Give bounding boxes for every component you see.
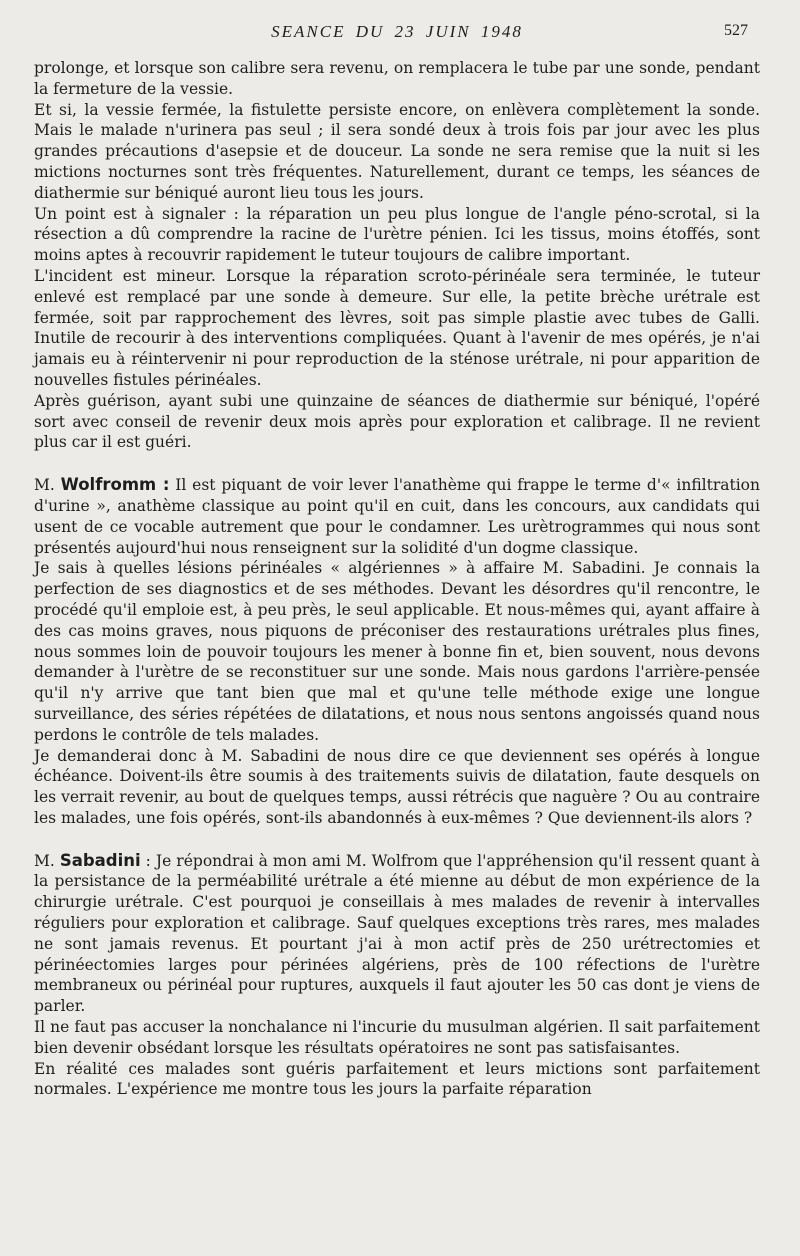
paragraph: Je demanderai donc à M. Sabadini de nous dire ce que deviennent ses opérés à longue échéance. Doivent-ils être soumis à des traitements suivis de dilatation, faute desquels on les verrait revenir, au bout de quelques temps, aussi rétrécis que naguère ? Ou au contraire les malades, une fois opérés, sont-ils abandonnés à eux-mêmes ? Que deviennent-ils alors ? [34, 746, 760, 827]
paragraph: Il ne faut pas accuser la nonchalance ni l'incurie du musulman algérien. Il sait parfaitement bien devenir obsédant lorsque les résultats opératoires ne sont pas satisfaisantes. [34, 1018, 760, 1057]
paragraph [34, 851, 760, 1017]
wolfromm-intervention [34, 475, 760, 829]
paragraph: Après guérison, ayant subi une quinzaine de séances de diathermie sur béniqué, l'opéré sort avec conseil de revenir deux mois après pour exploration et calibrage. Il ne revient plus car il est guéri. [34, 391, 760, 452]
paragraph: Un point est à signaler : la réparation un peu plus longue de l'angle péno-scrotal, si la résection a dû comprendre la racine de l'urètre pénien. Ici les tissus, moins étoffés, sont moins aptes à recouvrir rapidement le tuteur toujours de calibre important. [34, 204, 760, 265]
running-header [34, 18, 760, 48]
intro-section [34, 58, 760, 453]
speaker-name: Sabadini [59, 850, 141, 870]
paragraph: Et si, la vessie fermée, la fistulette persiste encore, on enlèvera complètement la sonde. Mais le malade n'urinera pas seul ; il sera sondé deux à trois fois par jour avec les plus grandes précautions d'asepsie et de douceur. La sonde ne sera remise que la nuit si les mictions nocturnes sont très fréquentes. Naturellement, durant ce temps, les séances de diathermie sur béniqué auront lieu tous les jours. [34, 100, 760, 202]
paragraph: L'incident est mineur. Lorsque la réparation scroto-périnéale sera terminée, le tuteur enlevé est remplacé par une sonde à demeure. Sur elle, la petite brèche urétrale est fermée, soit par rapprochement des lèvres, soit pas simple plastie avec tubes de Galli. Inutile de recourir à des interventions compliquées. Quant à l'avenir de mes opérés, je n'ai jamais eu à réintervenir ni pour reproduction de la sténose urétrale, ni pour apparition de nouvelles fistules périnéales. [34, 266, 760, 389]
speaker-name: Wolfromm : [60, 475, 170, 495]
speech-text: Il est piquant de voir lever l'anathème qui frappe le terme d'« infiltration d'urine », anathème classique au point qu'il en cuit, dans les concours, aux candidats qui usent de ce vocable autrement que pour le condamner. Les urètrogrammes qui nous sont présentés aujourd'hui nous renseignent sur la solidité d'un dogme classique. [34, 476, 760, 557]
paragraph: Je sais à quelles lésions périnéales « algériennes » à affaire M. Sabadini. Je connais la perfection de ses diagnostics et de ses méthodes. Devant les désordres qu'il rencontre, le procédé qu'il emploie est, à peu près, le seul applicable. Et nous-mêmes qui, ayant affaire à des cas moins graves, nous piquons de préconiser des restaurations urétrales plus fines, nous sommes loin de pouvoir toujours les mener à bonne fin et, bien souvent, nous devons demander à l'urètre de se reconstituer sur une sonde. Mais nous gardons l'arrière-pensée qu'il n'y arrive que tant bien que mal et qu'une telle méthode exige une longue surveillance, des séries répétées de dilatations, et nous nous sentons angoissés quand nous perdons le contrôle de tels malades. [34, 559, 760, 744]
paragraph: prolonge, et lorsque son calibre sera revenu, on remplacera le tube par une sonde, pendant la fermeture de la vessie. [34, 59, 760, 98]
speech-text: : Je répondrai à mon ami M. Wolfrom que l'appréhension qu'il ressent quant à la persistance de la perméabilité urétrale a été mienne au début de mon expérience de la chirurgie urétrale. C'est pourquoi je conseillais à mes malades de revenir à intervalles réguliers pour exploration et calibrage. Sauf quelques exceptions très rares, mes malades ne sont jamais revenus. Et pourtant j'ai à mon actif près de 250 urétrectomies et périnéectomies larges pour périnées algériens, près de 100 réfections de l'urètre membraneux ou périnéal pour ruptures, auxquels il faut ajouter les 50 cas dont je viens de parler. [34, 851, 760, 1016]
sabadini-reply [34, 851, 760, 1101]
page-number: 527 [724, 22, 748, 39]
paragraph [34, 475, 760, 558]
body-text [34, 58, 760, 1100]
paragraph: En réalité ces malades sont guéris parfaitement et leurs mictions sont parfaitement normales. L'expérience me montre tous les jours la parfaite réparation [34, 1059, 760, 1099]
speaker-prefix: M. [34, 476, 61, 495]
running-title: SEANCE DU 23 JUIN 1948 [271, 22, 523, 41]
speaker-prefix: M. [34, 851, 60, 870]
